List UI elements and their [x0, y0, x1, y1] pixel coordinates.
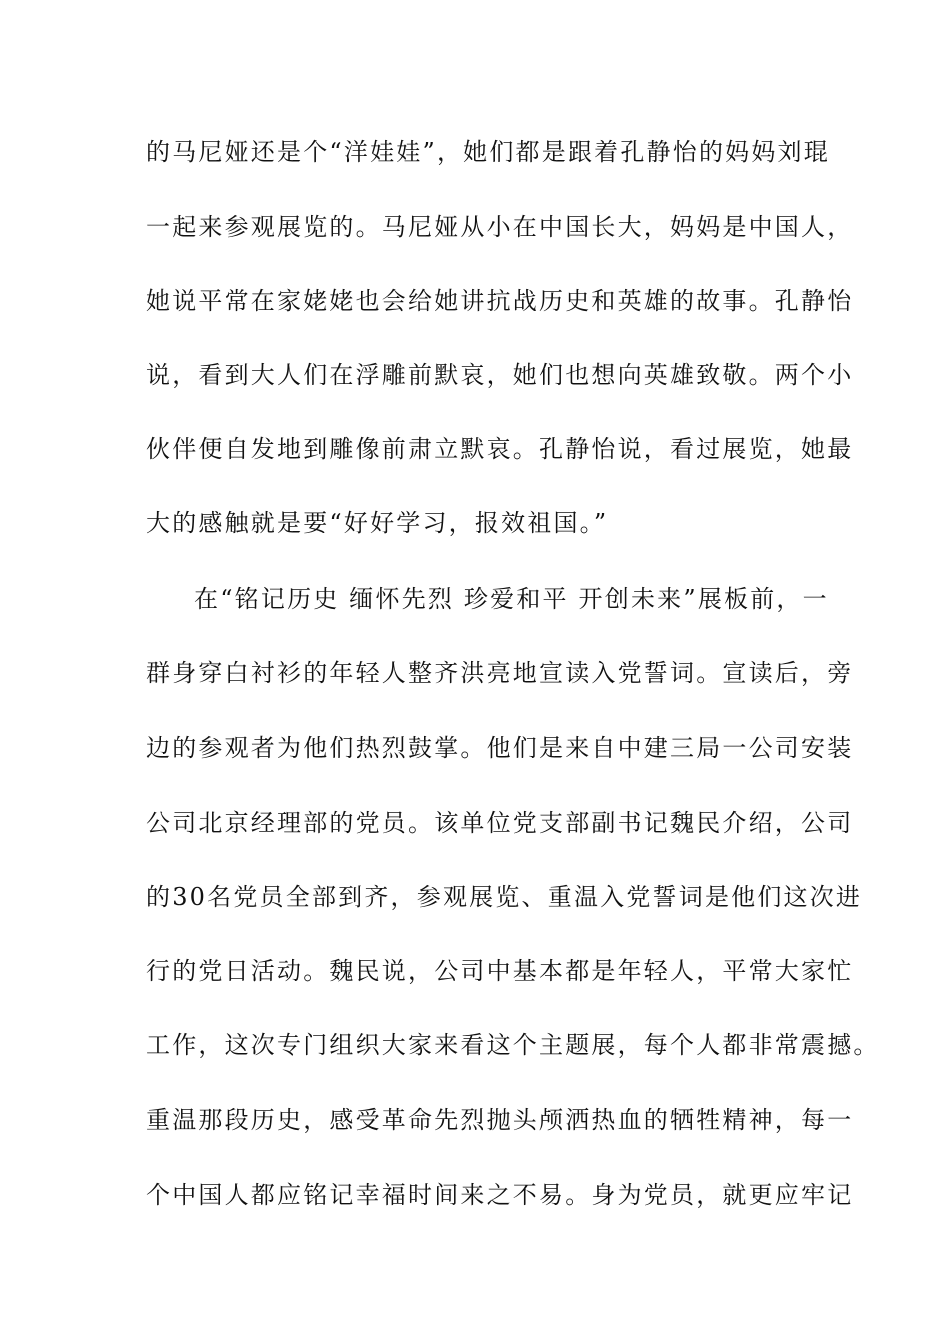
text-line: 的30名党员全部到齐，参观展览、重温入党誓词是他们这次进: [146, 883, 863, 911]
text-line: 行的党日活动。魏民说，公司中基本都是年轻人，平常大家忙: [146, 957, 854, 985]
text-line: 个中国人都应铭记幸福时间来之不易。身为党员，就更应牢记: [146, 1181, 854, 1209]
paragraph-start-line: 在“铭记历史 缅怀先烈 珍爱和平 开创未来”展板前，一: [194, 585, 829, 613]
text-line: 的马尼娅还是个“洋娃娃”，她们都是跟着孔静怡的妈妈刘琨: [146, 138, 830, 166]
text-line: 边的参观者为他们热烈鼓掌。他们是来自中建三局一公司安装: [146, 734, 854, 762]
text-line: 重温那段历史，感受革命先烈抛头颅洒热血的牺牲精神，每一: [146, 1106, 854, 1134]
text-line: 大的感触就是要“好好学习，报效祖国。”: [146, 509, 609, 537]
text-line: 她说平常在家姥姥也会给她讲抗战历史和英雄的故事。孔静怡: [146, 287, 854, 315]
text-line: 伙伴便自发地到雕像前肃立默哀。孔静怡说，看过展览，她最: [146, 435, 854, 463]
text-line: 一起来参观展览的。马尼娅从小在中国长大，妈妈是中国人，: [146, 213, 854, 241]
text-line: 工作，这次专门组织大家来看这个主题展，每个人都非常震撼。: [146, 1031, 880, 1059]
text-line: 群身穿白衬衫的年轻人整齐洪亮地宣读入党誓词。宣读后，旁: [146, 659, 854, 687]
text-line: 说，看到大人们在浮雕前默哀，她们也想向英雄致敬。两个小: [146, 361, 854, 389]
text-line: 公司北京经理部的党员。该单位党支部副书记魏民介绍，公司: [146, 809, 854, 837]
